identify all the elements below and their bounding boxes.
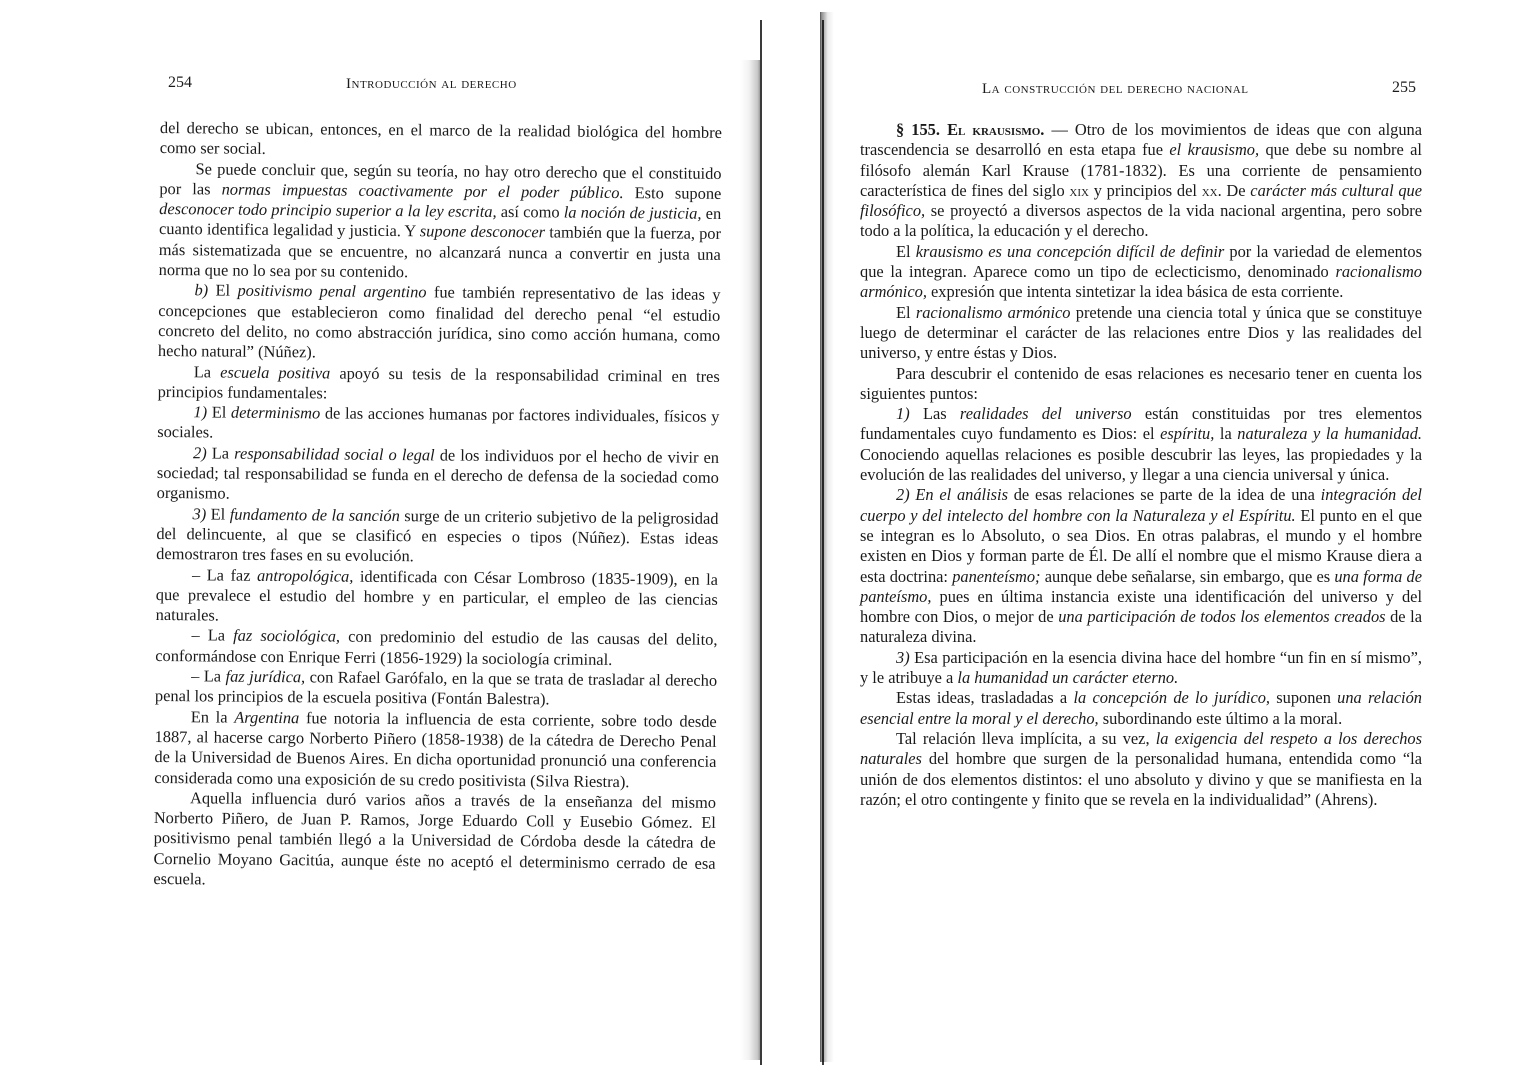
page-number: 255	[1392, 79, 1416, 96]
running-title: La construcción del derecho nacional	[982, 81, 1249, 97]
emphasis-text: positivismo penal argentino	[237, 281, 427, 302]
text-run: xx	[1201, 180, 1218, 200]
paragraph	[158, 362, 720, 407]
emphasis-text: krausismo es una concepción difícil de definir	[915, 241, 1225, 261]
emphasis-text: carácter más cultural que filosófico,	[860, 180, 1423, 221]
text-run: Tal relación lleva implícita, a su vez,	[896, 728, 1156, 748]
text-run: Estas ideas, trasladadas a	[896, 688, 1074, 708]
emphasis-text: determinismo	[230, 402, 321, 423]
paragraph	[860, 120, 1422, 242]
paragraph	[155, 666, 717, 711]
text-run: y principios del	[1088, 180, 1202, 200]
paragraph	[153, 788, 716, 894]
section-heading: El krausismo.	[947, 120, 1045, 139]
emphasis-text: normas impuestas coactivamente por el poder público.	[221, 179, 624, 202]
emphasis-text: 2)	[192, 443, 207, 463]
paragraph	[157, 443, 720, 509]
paragraph	[156, 504, 719, 570]
text-run: se proyectó a diversos aspectos de la vida nacional argentina, pero sobre todo a la política, la educación y el derecho.	[860, 201, 1422, 241]
emphasis-text: panenteísmo;	[952, 566, 1041, 586]
paragraph	[860, 364, 1422, 405]
text-run: . De	[1217, 180, 1251, 200]
paragraph	[156, 565, 719, 631]
emphasis-text: espíritu,	[1160, 424, 1215, 444]
emphasis-text: la concepción de lo jurídico,	[1073, 688, 1271, 708]
left-page	[0, 0, 760, 1080]
text-run: La	[193, 361, 221, 382]
text-run: El punto en el que se integran es lo Absoluto, o sea Dios. En otras palabras, el mundo y el hombre existen en Dios y forman parte de Él. De allí el nombre que el mismo Krause diera a esta doctrina:	[860, 505, 1422, 586]
paragraph	[157, 402, 719, 447]
text-run: que debe su nombre al filósofo alemán Karl Krause (1781-1832). Es una corriente de pensamiento característica de fines del siglo	[860, 140, 1422, 200]
paragraph	[155, 625, 717, 670]
text-run: expresión que intenta sintetizar la idea básica de esta corriente.	[926, 282, 1344, 302]
text-run: — Otro de los movimientos de ideas que con alguna trascendencia se desarrolló en esta etapa fue	[860, 120, 1422, 160]
paragraph	[159, 159, 722, 286]
text-run: están constituidas por tres elementos fundamentales cuyo fundamento es Dios: el	[860, 404, 1422, 444]
emphasis-text: naturaleza y la humanidad.	[1237, 424, 1422, 444]
text-run: Para descubrir el contenido de esas relaciones es necesario tener en cuenta los siguientes puntos:	[860, 363, 1422, 403]
text-run: de la naturaleza divina.	[860, 607, 1422, 647]
text-run: subordinando este último a la moral.	[1098, 708, 1343, 728]
text-run: El	[207, 402, 232, 422]
text-run: de esas relaciones se parte de la idea de una	[1007, 485, 1321, 505]
text-column	[153, 118, 722, 894]
emphasis-text: racionalismo armónico	[915, 302, 1071, 322]
text-run: del hombre que surgen de la personalidad humana, entendida como “la unión de dos elementos distintos: el uno absoluto y divino y que se manifiesta en la razón; el otro contingente y finito que se revela en la individualidad” (Ahrens).	[860, 749, 1422, 809]
paragraph	[154, 707, 717, 793]
page-number: 254	[168, 74, 192, 91]
paragraph	[860, 688, 1422, 729]
text-run: La	[206, 443, 235, 463]
emphasis-text: el krausismo,	[1169, 140, 1260, 160]
text-run: apoyó su tesis de la responsabilidad criminal en tres principios fundamentales:	[157, 363, 720, 403]
paragraph	[860, 485, 1422, 647]
emphasis-text: 1)	[896, 404, 910, 424]
emphasis-text: la humanidad un carácter eterno.	[957, 668, 1179, 688]
text-run: con predominio del estudio de las causas del delito, conformándose con Enrique Ferri (1856-1929) la sociología criminal.	[155, 627, 718, 669]
text-column	[860, 120, 1422, 810]
text-run: identificada con César Lombroso (1835-1909), en la que prevalece el estudio del hombre y en particular, el empleo de las ciencias naturales.	[155, 566, 719, 625]
paragraph	[860, 242, 1422, 303]
text-run: por la variedad de elementos que la integran. Aparece como un tipo de eclecticismo, denominado	[860, 241, 1423, 282]
text-run: del derecho se ubican, entonces, en el marco de la realidad biológica del hombre como ser social.	[159, 118, 722, 159]
paragraph	[158, 280, 721, 366]
section-heading: § 155.	[896, 120, 948, 139]
emphasis-text: antropológica,	[256, 565, 354, 586]
emphasis-text: realidades del universo	[959, 404, 1132, 424]
text-run: El	[206, 504, 230, 524]
emphasis-text: escuela positiva	[220, 362, 331, 383]
text-run: pues en última instancia existe una identificación del universo y del hombre con Dios, o mejor de	[860, 586, 1422, 627]
text-run: con Rafael Garófalo, en la que se trata de trasladar al derecho penal los principios de la escuela positiva (Fontán Balestra).	[154, 667, 718, 709]
emphasis-text: faz jurídica,	[225, 666, 306, 687]
text-run: surge de un criterio subjetivo de la peligrosidad del delincuente, al que se clasificó en especies o tipos (Núñez). Estas ideas demostraron tres fases en su evolución.	[156, 505, 719, 566]
text-run: así como	[496, 202, 564, 222]
text-run: pretende una ciencia total y única que se constituye luego de determinar el carácter de las relaciones entre Dios y las realidades del universo, y entre éstas y Dios.	[860, 302, 1423, 363]
emphasis-text: una participación de todos los elementos creados	[1058, 607, 1386, 627]
text-run: de los individuos por el hecho de vivir en sociedad; tal responsabilidad se funda en el derecho de defensa de la sociedad como organismo.	[156, 445, 720, 503]
paragraph	[860, 404, 1422, 485]
text-run: Aquella influencia duró varios años a través de la enseñanza del mismo Norberto Piñero, de Juan P. Ramos, Jorge Eduardo Coll y Eusebio Gómez. El positivismo penal también llegó a la Universidad de Córdoba desde la cátedra de Cornelio Moyano Gacitúa, aunque éste no aceptó el determinismo cerrado de esa escuela.	[153, 788, 717, 889]
text-run: aunque debe señalarse, sin embargo, que es	[1040, 566, 1335, 586]
text-run: de las acciones humanas por factores individuales, físicos y sociales.	[157, 403, 720, 442]
emphasis-text: desconocer todo principio superior a la ley escrita,	[159, 199, 497, 222]
emphasis-text: una forma de panteísmo,	[860, 566, 1422, 606]
paragraph	[860, 729, 1422, 810]
text-run: fue también representativo de las ideas y concepciones que establecieron como finalidad del derecho penal “el estudio concreto del delito, no como abstracción jurídica, sino como acción humana, como hecho natural” (Núñez).	[157, 282, 721, 362]
emphasis-text: integración del cuerpo y del intelecto del hombre con la Naturaleza y el Espíritu.	[860, 485, 1422, 525]
emphasis-text: 2)	[896, 485, 910, 505]
running-title: Introducción al derecho	[346, 76, 517, 92]
emphasis-text: 1)	[193, 402, 208, 422]
emphasis-text: la noción de justicia,	[563, 202, 702, 223]
text-run: fue notoria la influencia de esta corriente, sobre todo desde 1887, al hacerse cargo Norberto Piñero (1858-1938) de la cátedra de Derecho Penal de la Universidad de Buenos Aires. En dicha oportunidad pronunció una conferencia considerada como una exposición de su credo positivista (Silva Riestra).	[154, 707, 717, 791]
text-run: suponen	[1270, 688, 1338, 708]
emphasis-text: Argentina	[234, 707, 300, 727]
emphasis-text: 3)	[192, 503, 207, 524]
text-run: – La	[191, 625, 234, 646]
emphasis-text: En el análisis	[915, 485, 1008, 505]
emphasis-text: supone desconocer	[419, 221, 546, 242]
emphasis-text: una relación esencial entre la moral y el derecho,	[860, 688, 1422, 728]
emphasis-text: racionalismo armónico,	[860, 262, 1422, 302]
text-run: xix	[1069, 180, 1089, 200]
text-run: El	[208, 280, 238, 301]
paragraph	[860, 648, 1422, 689]
paragraph	[160, 118, 722, 163]
text-run: En la	[190, 706, 235, 727]
text-run: El	[896, 241, 916, 261]
emphasis-text: 3)	[896, 647, 910, 667]
emphasis-text: faz sociológica,	[233, 626, 341, 647]
text-run: Las	[909, 404, 960, 424]
text-run: – La	[191, 666, 226, 686]
paragraph	[860, 303, 1422, 364]
text-run: – La faz	[191, 564, 258, 585]
text-run: Se puede concluir que, según su teoría, no hay otro derecho que el constituido por las	[159, 158, 722, 199]
text-run: Esto supone	[623, 182, 722, 203]
text-run: Conociendo aquellas relaciones es posible descubrir las leyes, las propiedades y la evolución de las realidades del universo, y llegar a una ciencia universal y única.	[860, 444, 1422, 485]
emphasis-text: b)	[194, 280, 209, 300]
text-run: Esa participación en la esencia divina hace del hombre “un fin en sí mismo”, y le atribuye a	[860, 647, 1422, 688]
emphasis-text: la exigencia del respeto a los derechos naturales	[860, 728, 1422, 769]
right-page	[822, 0, 1526, 1080]
text-run: en cuanto identifica legalidad y justicia. Y	[158, 203, 722, 241]
spine-edge-left	[760, 20, 762, 1065]
text-run: la	[1214, 424, 1238, 444]
text-run: también que la fuerza, por más sistematizada que se encuentre, no alcanzará nunca a convertir en justa una norma que no lo sea por su contenido.	[158, 222, 722, 282]
emphasis-text: responsabilidad social o legal	[234, 443, 435, 465]
text-run: El	[896, 302, 916, 322]
emphasis-text: fundamento de la sanción	[229, 504, 400, 525]
